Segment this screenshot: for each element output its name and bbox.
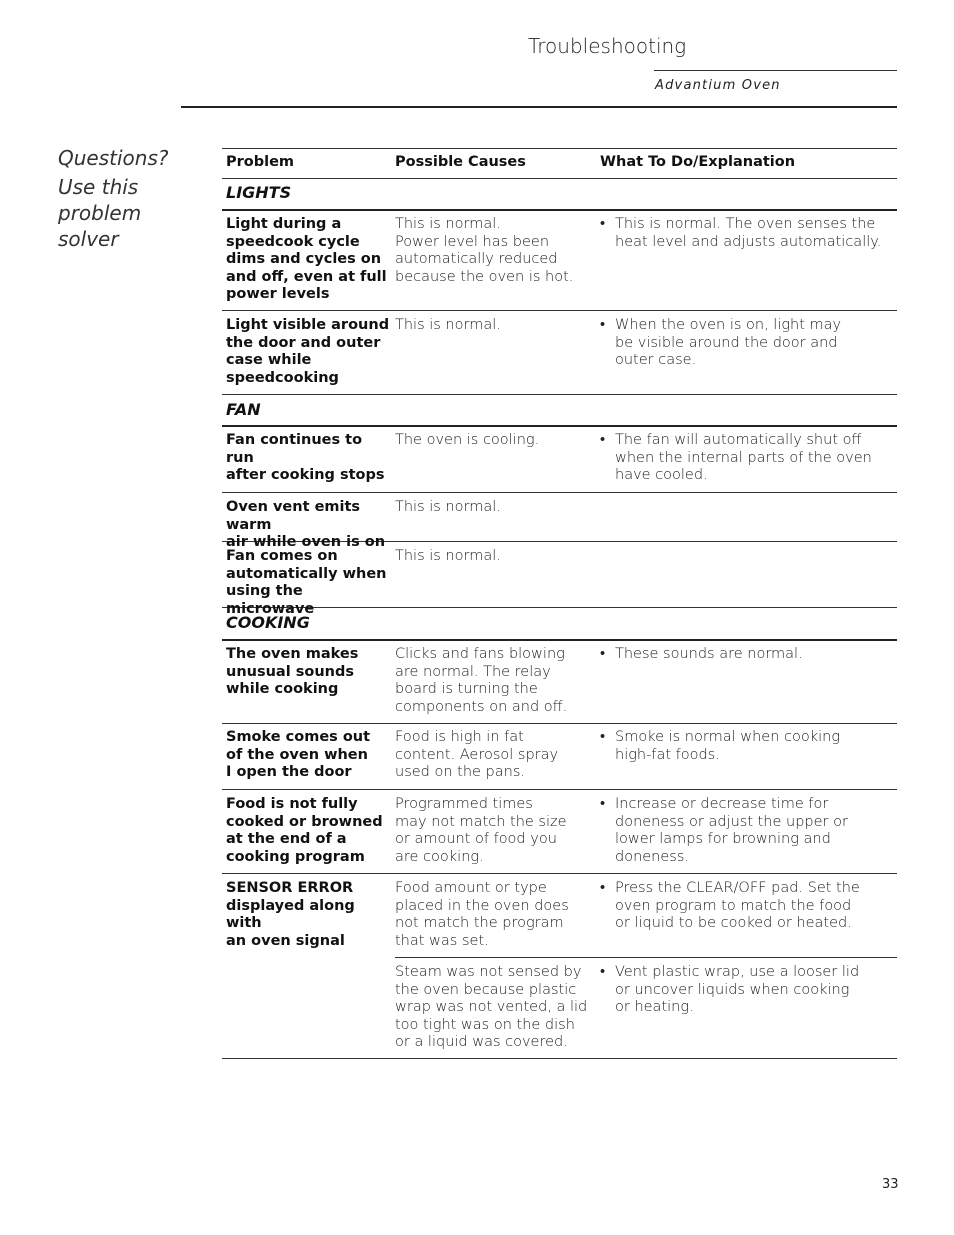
problem-line: Light during a (226, 216, 342, 232)
cause-line: This is normal. (395, 499, 501, 515)
solution-line: When the oven is on, light may (615, 317, 842, 333)
solution-line: The fan will automatically shut off (615, 432, 862, 448)
bullet-icon: • (600, 964, 606, 980)
problem-line: air while oven is on (226, 534, 386, 550)
problem-line: Fan continues to run (226, 432, 363, 466)
problem-line: cooked or browned (226, 813, 383, 830)
problem-line: after cooking stops (226, 467, 385, 483)
solution-line: heat level and adjusts automatically. (615, 233, 882, 250)
cause-line: are normal. The relay (395, 663, 551, 680)
problem-line: and off, even at full (226, 268, 387, 285)
column-header-problem: Problem (226, 154, 295, 170)
solution-line: have cooled. (615, 467, 708, 483)
table-rule (222, 178, 897, 179)
solution-line: doneness. (615, 848, 690, 865)
bullet-icon: • (600, 646, 606, 662)
cause-cell (395, 796, 591, 866)
cause-line: not match the program (395, 915, 564, 931)
cause-cell (395, 432, 591, 450)
cause-line: This is normal. (395, 548, 501, 564)
solution-line: be visible around the door and (615, 334, 838, 351)
table-rule (222, 310, 897, 311)
solution-cell (600, 646, 890, 664)
cause-cell (395, 499, 591, 517)
solution-cell (600, 317, 890, 370)
bullet-icon: • (600, 216, 606, 232)
cause-line: too tight was on the dish (395, 1016, 575, 1033)
cause-line: Food amount or type (395, 880, 547, 896)
table-bottom-rule (222, 1058, 897, 1059)
side-heading-line: Use this (58, 175, 139, 199)
bullet-icon: • (600, 796, 606, 812)
cause-line: The oven is cooling. (395, 432, 540, 448)
section-label-fan: FAN (226, 400, 261, 419)
bullet-icon: • (600, 317, 606, 333)
cause-line: board is turning the (395, 681, 538, 697)
table-rule (222, 425, 897, 427)
cause-line: that was set. (395, 932, 489, 949)
side-heading (58, 144, 188, 253)
problem-cell (226, 499, 392, 552)
cause-line: are cooking. (395, 848, 484, 865)
problem-cell (226, 432, 392, 485)
table-rule (222, 789, 897, 790)
solution-line: Increase or decrease time for (615, 796, 829, 812)
cause-line: components on and off. (395, 698, 568, 715)
problem-line: The oven makes (226, 646, 359, 662)
problem-line: Light visible around (226, 317, 390, 333)
solution-line: lower lamps for browning and (615, 831, 831, 847)
problem-line: dims and cycles on (226, 251, 382, 267)
solution-line: This is normal. The oven senses the (615, 216, 876, 232)
solution-line: Smoke is normal when cooking (615, 729, 841, 745)
problem-cell (226, 317, 392, 387)
cause-line: This is normal. (395, 317, 501, 333)
section-label-lights: LIGHTS (226, 183, 292, 202)
table-rule (395, 957, 897, 958)
header-divider (654, 70, 897, 71)
solution-cell (600, 880, 890, 933)
problem-line: the door and outer (226, 334, 381, 351)
cause-line: wrap was not vented, a lid (395, 999, 588, 1015)
solution-cell (600, 796, 890, 866)
cause-line: Steam was not sensed by (395, 964, 582, 980)
solution-cell (600, 432, 890, 485)
cause-line: Programmed times (395, 796, 533, 812)
solution-cell (600, 216, 890, 251)
solution-line: These sounds are normal. (615, 646, 803, 662)
side-heading-line: Questions? (58, 146, 169, 170)
cause-line: Food is high in fat (395, 729, 524, 745)
cause-line: Power level has been (395, 233, 550, 250)
solution-line: or liquid to be cooked or heated. (615, 915, 852, 931)
bullet-icon: • (600, 729, 606, 745)
cause-line: the oven because plastic (395, 981, 577, 998)
page-header-title: Troubleshooting (528, 34, 687, 58)
problem-cell (226, 646, 392, 699)
problem-line: Fan comes on (226, 548, 338, 564)
solution-line: oven program to match the food (615, 897, 852, 914)
problem-line: automatically when (226, 565, 387, 582)
cause-cell (395, 317, 591, 335)
table-rule (222, 639, 897, 641)
problem-line: unusual sounds (226, 663, 354, 680)
problem-line: an oven signal (226, 932, 345, 949)
cause-line: automatically reduced (395, 251, 558, 267)
cause-cell (395, 964, 591, 1052)
page-number: 33 (882, 1177, 899, 1192)
cause-cell (395, 646, 591, 716)
side-heading-line: solver (58, 227, 119, 251)
cause-line: Clicks and fans blowing (395, 646, 565, 662)
cause-line: may not match the size (395, 813, 567, 830)
solution-line: high-fat foods. (615, 746, 720, 763)
table-top-rule (222, 148, 897, 149)
problem-cell (226, 729, 392, 782)
cause-cell (395, 729, 591, 782)
cause-cell (395, 880, 591, 950)
solution-line: Vent plastic wrap, use a looser lid (615, 964, 860, 980)
bullet-icon: • (600, 432, 606, 448)
solution-line: Press the CLEAR/OFF pad. Set the (615, 880, 860, 896)
problem-cell (226, 216, 392, 304)
cause-line: content. Aerosol spray (395, 746, 559, 763)
table-rule (222, 492, 897, 493)
cause-line: placed in the oven does (395, 897, 569, 914)
solution-line: or heating. (615, 999, 694, 1015)
problem-line: while cooking (226, 681, 339, 697)
problem-line: Oven vent emits warm (226, 499, 361, 533)
problem-line: at the end of a (226, 831, 347, 847)
solution-line: when the internal parts of the oven (615, 449, 872, 466)
problem-line: SENSOR ERROR (226, 880, 354, 896)
side-heading-line: problem (58, 201, 142, 225)
problem-line: Food is not fully (226, 796, 358, 812)
problem-line: cooking program (226, 848, 365, 865)
cause-line: or a liquid was covered. (395, 1034, 568, 1050)
problem-cell (226, 796, 392, 866)
problem-line: Smoke comes out (226, 729, 371, 745)
table-rule (222, 723, 897, 724)
problem-line: using the microwave (226, 583, 315, 617)
solution-line: doneness or adjust the upper or (615, 813, 848, 830)
solution-line: or uncover liquids when cooking (615, 981, 850, 998)
cause-line: or amount of food you (395, 831, 557, 847)
problem-cell (226, 880, 392, 950)
table-rule (222, 394, 897, 395)
header-rule (181, 106, 897, 108)
bullet-icon: • (600, 880, 606, 896)
problem-cell (226, 548, 392, 618)
solution-line: outer case. (615, 352, 697, 368)
problem-line: I open the door (226, 764, 352, 780)
cause-line: This is normal. (395, 216, 501, 232)
solution-cell (600, 964, 890, 1017)
problem-line: speedcooking (226, 369, 339, 386)
section-label-cooking: COOKING (226, 613, 310, 632)
cause-line: because the oven is hot. (395, 268, 574, 285)
problem-line: displayed along with (226, 897, 355, 931)
cause-cell (395, 216, 591, 286)
cause-cell (395, 548, 591, 566)
table-rule (222, 873, 897, 874)
column-header-what-to-do: What To Do/Explanation (600, 154, 796, 170)
problem-line: speedcook cycle (226, 233, 360, 250)
problem-line: power levels (226, 286, 330, 302)
problem-line: of the oven when (226, 746, 368, 763)
problem-line: case while (226, 352, 312, 368)
solution-cell (600, 729, 890, 764)
cause-line: used on the pans. (395, 764, 525, 780)
table-rule (222, 209, 897, 211)
column-header-causes: Possible Causes (395, 154, 526, 170)
product-name: Advantium Oven (655, 78, 781, 93)
